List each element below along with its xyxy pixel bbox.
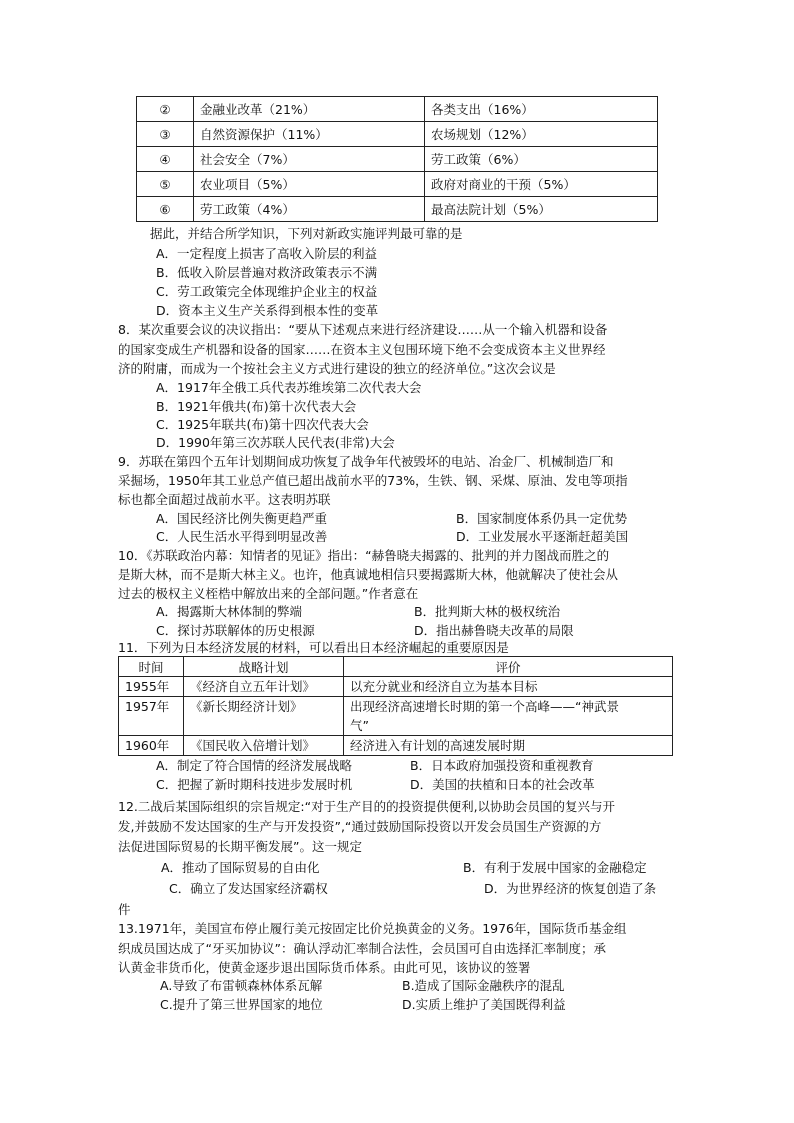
q10-line2: 是斯大林，而不是斯大林主义。也许，他真诚地相信只要揭露斯大林，他就解决了使社会从 [118,567,619,582]
q9-option-b: B．国家制度体系仍具一定优势 [456,511,628,526]
table-row [137,147,658,172]
q7-option-b: B．低收入阶层普遍对救济政策表示不满 [156,265,378,280]
q12-option-c: C．确立了发达国家经济霸权 [169,881,328,896]
table-header-row [119,657,673,677]
cell: 最高法院计划（5%） [425,197,658,222]
cell-evaluation [344,697,673,736]
q7-option-c: C．劳工政策完全体现维护企业主的权益 [156,284,378,299]
q11-stem: 11．下列为日本经济发展的材料，可以看出日本经济崛起的重要原因是 [118,640,509,655]
q12-line2: 发,并鼓励不发达国家的生产与开发投资”,“通过鼓励国际投资以开发会员国生产资源的方 [118,819,602,834]
q12-line3: 法促进国际贸易的长期平衡发展”。这一规定 [118,839,362,854]
column-header: 战略计划 [184,657,344,677]
q13-line1: 13.1971年，美国宣布停止履行美元按固定比价兑换黄金的义务。1976年，国际货币基金组 [118,921,627,936]
cell-year: 1957年 [119,697,184,736]
row-number: ⑥ [137,197,194,222]
q9-option-c: C．人民生活水平得到明显改善 [156,529,328,544]
cell-evaluation [344,736,673,756]
q12-option-b: B．有利于发展中国家的金融稳定 [463,860,647,875]
cell: 各类支出（16%） [425,97,658,122]
q8-option-a: A．1917年全俄工兵代表苏维埃第二次代表大会 [156,380,422,395]
q9-option-d: D．工业发展水平逐渐赶超美国 [456,529,629,544]
table-row [119,697,673,736]
cell-plan: 《新长期经济计划》 [184,697,344,736]
q9-line2: 采掘场，1950年其工业总产值已超出战前水平的73%，生铁、钢、采煤、原油、发电等项指 [118,473,628,488]
evaluation-text: 经济进入有计划的高速发展时期 [350,738,526,753]
q13-option-a: A.导致了布雷顿森林体系瓦解 [160,978,323,993]
q12-option-a: A．推动了国际贸易的自由化 [161,860,320,875]
column-header: 时间 [119,657,184,677]
table-row [137,97,658,122]
q10-option-c: C．探讨苏联解体的历史根源 [156,623,315,638]
q8-option-d: D．1990年第三次苏联人民代表(非常)大会 [156,435,395,450]
table-row [137,172,658,197]
table-row [137,197,658,222]
q8-option-b: B．1921年俄共(布)第十次代表大会 [156,399,357,414]
table-row [137,122,658,147]
q8-line2: 的国家变成生产机器和设备的国家……在资本主义包围环境下绝不会变成资本主义世界经 [118,342,606,357]
q10-option-d: D．指出赫鲁晓夫改革的局限 [414,623,574,638]
cell: 劳工政策（4%） [194,197,425,222]
q9-option-a: A．国民经济比例失衡更趋严重 [156,511,328,526]
cell: 自然资源保护（11%） [194,122,425,147]
q12-line1: 12.二战后某国际组织的宗旨规定:“对于生产目的的投资提供便利,以协助会员国的复兴与开 [118,799,616,814]
row-number: ⑤ [137,172,194,197]
row-number: ④ [137,147,194,172]
evaluation-text: 出现经济高速增长时期的第一个高峰——“神武景 [350,699,619,714]
cell-year: 1960年 [119,736,184,756]
q11-option-b: B．日本政府加强投资和重视教育 [410,758,594,773]
q10-option-a: A．揭露斯大林体制的弊端 [156,604,303,619]
row-number: ② [137,97,194,122]
column-header: 评价 [344,657,673,677]
cell: 劳工政策（6%） [425,147,658,172]
q12-option-d: D．为世界经济的恢复创造了条 [484,881,657,896]
cell: 社会安全（7%） [194,147,425,172]
q13-line3: 认黄金非货币化，使黄金逐步退出国际货币体系。由此可见，该协议的签署 [118,960,531,975]
q7-option-d: D．资本主义生产关系得到根本性的变革 [156,303,379,318]
row-number: ③ [137,122,194,147]
q13-line2: 织成员国达成了“牙买加协议”：确认浮动汇率制合法性，会员国可自由选择汇率制度；承 [118,941,606,956]
cell-plan: 《经济自立五年计划》 [184,677,344,697]
q11-option-c: C．把握了新时期科技进步发展时机 [156,777,353,792]
q9-line3: 标也都全面超过战前水平。这表明苏联 [118,492,331,507]
q10-line3: 过去的极权主义桎梏中解放出来的全部问题。”作者意在 [118,586,419,601]
q13-option-c: C.提升了第三世界国家的地位 [160,997,323,1012]
cell: 金融业改革（21%） [194,97,425,122]
q7-option-a: A．一定程度上损害了高收入阶层的利益 [156,246,378,261]
q11-option-d: D．美国的扶植和日本的社会改革 [410,777,595,792]
q10-line1: 10．《苏联政治内幕：知情者的见证》指出：“赫鲁晓夫揭露的、批判的并力图战而胜之的 [118,548,610,563]
q11-option-a: A．制定了符合国情的经济发展战略 [156,758,353,773]
q9-line1: 9．苏联在第四个五年计划期间成功恢复了战争年代被毁坏的电站、冶金厂、机械制造厂和 [118,454,614,469]
new-deal-table [136,96,658,222]
cell: 农业项目（5%） [194,172,425,197]
q13-option-d: D.实质上维护了美国既得利益 [402,997,566,1012]
japan-economy-table [118,656,673,756]
q13-option-b: B.造成了国际金融秩序的混乱 [402,978,565,993]
q12-option-d-cont: 件 [118,902,131,917]
table-row [119,736,673,756]
q7-stem: 据此，并结合所学知识，下列对新政实施评判最可靠的是 [150,226,463,241]
cell: 政府对商业的干预（5%） [425,172,658,197]
q8-line1: 8．某次重要会议的决议指出：“要从下述观点来进行经济建设……从一个输入机器和设备 [118,322,608,337]
q10-option-b: B．批判斯大林的极权统治 [414,604,561,619]
cell-plan: 《国民收入倍增计划》 [184,736,344,756]
cell-year: 1955年 [119,677,184,697]
q8-option-c: C．1925年联共(布)第十四次代表大会 [156,417,369,432]
q8-line3: 济的附庸，而成为一个按社会主义方式进行建设的独立的经济单位。”这次会议是 [118,361,556,376]
table-row [119,677,673,697]
evaluation-text: 以充分就业和经济自立为基本目标 [350,679,538,694]
cell: 农场规划（12%） [425,122,658,147]
cell-evaluation [344,677,673,697]
evaluation-text-cont: 气” [350,718,369,733]
